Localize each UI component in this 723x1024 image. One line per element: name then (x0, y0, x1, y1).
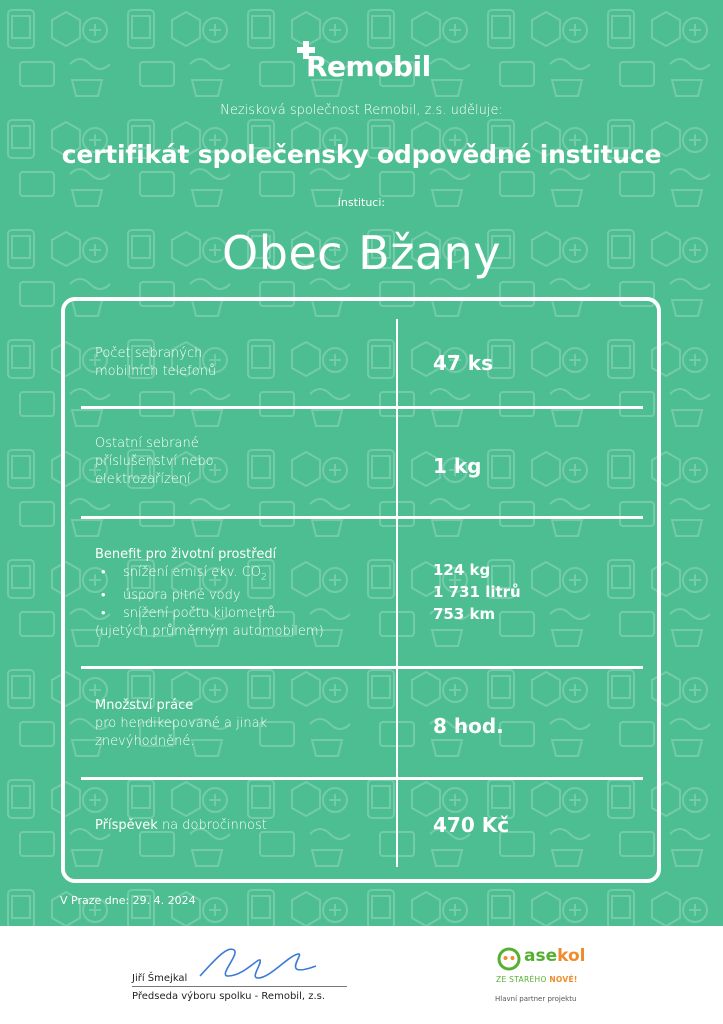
work-label-line: pro hendikepované a jinak (95, 716, 268, 731)
work-label-line: znevýhodněné. (95, 734, 195, 749)
signature-line (132, 986, 347, 987)
row-divider (81, 777, 643, 780)
water-value: 1 731 litrů (433, 583, 521, 601)
accessories-label-line: elektrozařízení (95, 472, 191, 487)
asekol-slogan (496, 975, 578, 984)
accessories-label-line: příslušenství nebo (95, 454, 214, 469)
work-value: 8 hod. (433, 714, 504, 738)
remobil-logo: Remobil (306, 50, 431, 83)
charity-label-rest: na dobročinnost (157, 818, 267, 833)
asekol-suffix: kol (557, 946, 586, 966)
column-divider (396, 319, 398, 867)
signature-image (198, 936, 318, 986)
recipient-name: Obec Bžany (222, 226, 501, 280)
asekol-smiley-icon (497, 947, 521, 971)
accessories-label-line: Ostatní sebrané (95, 436, 199, 451)
signer-name: Jiří Šmejkal (132, 973, 188, 984)
benefit-item-text: snížení emisí ekv. CO (123, 565, 262, 580)
row-divider (81, 666, 643, 669)
recipient-label: instituci: (337, 196, 386, 209)
phones-value: 47 ks (433, 351, 493, 375)
phones-label (95, 345, 216, 381)
certificate-title: certifikát společensky odpovědné instituce (61, 140, 662, 169)
signer-role: Předseda výboru spolku - Remobil, z.s. (132, 991, 326, 1002)
benefit-item-kilometers: • snížení počtu kilometrů (123, 605, 324, 623)
benefit-heading: Benefit pro životní prostředí (95, 547, 277, 562)
work-label (95, 697, 267, 751)
kilometers-value: 753 km (433, 605, 496, 623)
charity-label-bold: Příspěvek (95, 818, 158, 833)
benefit-note: (ujetých průměrným automobilem) (95, 623, 324, 639)
benefit-values (433, 559, 521, 625)
benefit-list (95, 564, 324, 623)
phones-label-line: mobilních telefonů (95, 364, 217, 379)
asekol-logo (524, 946, 585, 966)
emissions-value: 124 kg (433, 561, 491, 579)
asekol-prefix: ase (524, 946, 558, 966)
partner-caption: Hlavní partner projektu (495, 995, 577, 1003)
footer (0, 926, 723, 1024)
benefit-item-emissions (123, 564, 324, 587)
intro-text: Nezisková společnost Remobil, z.s. uděluje: (220, 103, 503, 118)
accessories-value: 1 kg (433, 454, 482, 478)
results-table (61, 297, 661, 883)
charity-label (95, 817, 267, 835)
slogan-prefix: ZE STARÉHO (496, 975, 550, 984)
benefit-item-water: • úspora pitné vody (123, 587, 324, 605)
slogan-accent: NOVÉ! (549, 975, 578, 984)
charity-value: 470 Kč (433, 813, 510, 837)
accessories-label (95, 435, 214, 489)
benefit-label (95, 546, 324, 641)
co2-subscript: 2 (261, 572, 267, 583)
row-divider (81, 516, 643, 519)
issue-date: V Praze dne: 29. 4. 2024 (60, 894, 196, 907)
phones-label-line: Počet sebraných (95, 346, 203, 361)
work-label-line: Množství práce (95, 698, 194, 713)
row-divider (81, 406, 643, 409)
